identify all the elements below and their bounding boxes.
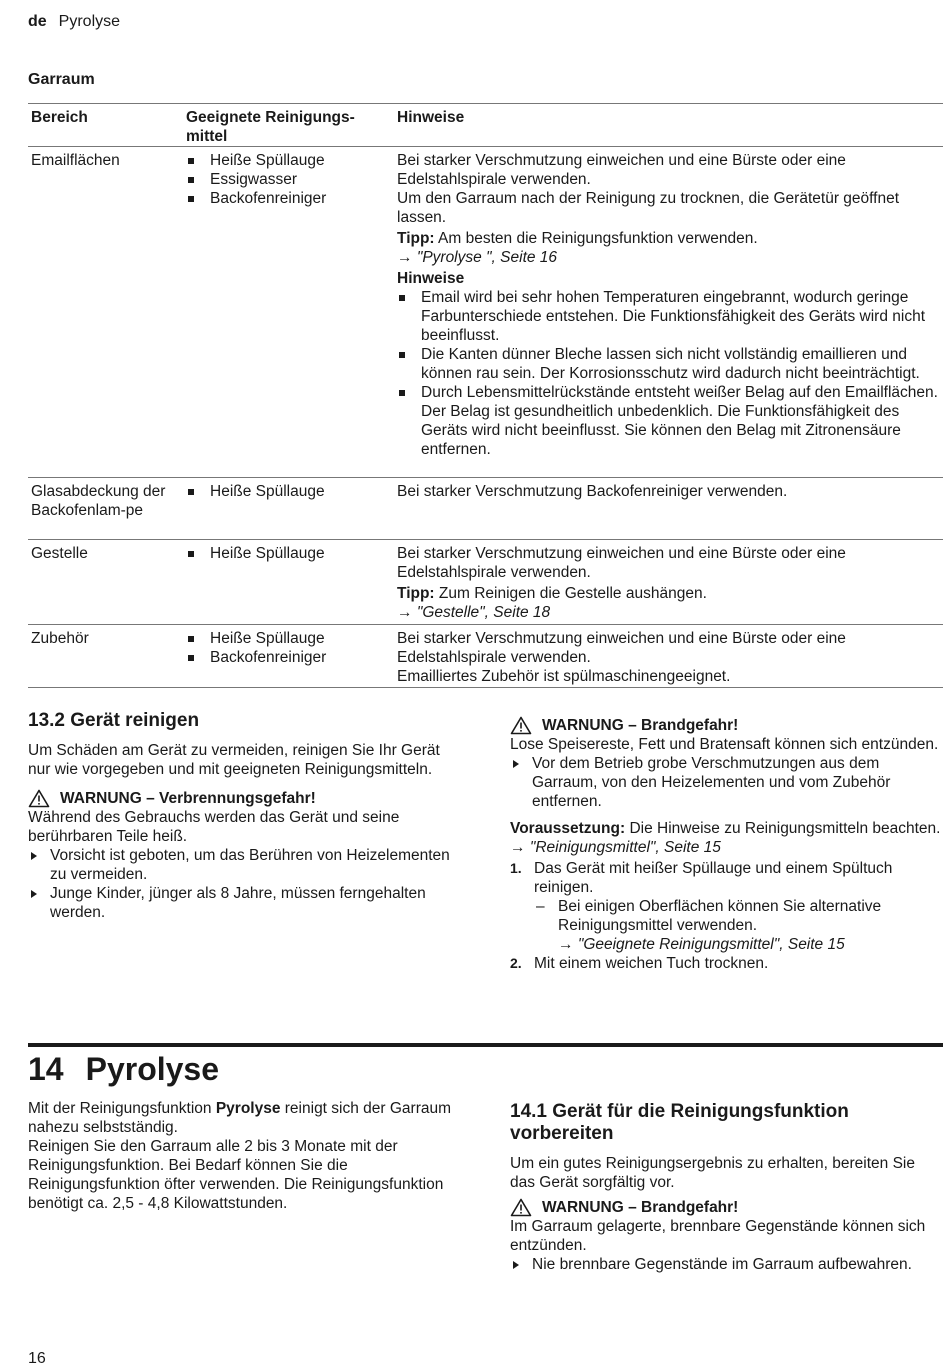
cross-reference-link[interactable] bbox=[510, 838, 943, 857]
chapter-rule bbox=[28, 1043, 943, 1047]
row-notes bbox=[397, 482, 943, 501]
xref-text: "Gestelle", Seite 18 bbox=[416, 604, 551, 621]
tip-text: Am besten die Reinigungsfunktion verwenden. bbox=[438, 230, 758, 247]
warning-item: Nie brennbare Gegenstände im Garraum aufbewahren. bbox=[510, 1255, 943, 1274]
xref-text: "Geeignete Reinigungsmittel", Seite 15 bbox=[577, 936, 845, 953]
warning-title: WARNUNG – Brandgefahr! bbox=[542, 1199, 739, 1216]
arrow-right-icon: → bbox=[397, 249, 413, 266]
hints-list bbox=[397, 288, 943, 459]
xref-text: "Reinigungsmittel", Seite 15 bbox=[529, 839, 721, 856]
section-heading: 13.2 Gerät reinigen bbox=[28, 710, 200, 731]
language-code: de bbox=[28, 13, 47, 30]
paragraph bbox=[28, 1099, 463, 1137]
text-run-bold: Pyrolyse bbox=[215, 1100, 281, 1117]
text-run: reinigt sich der Garraum nahezu selbstständig. bbox=[28, 1100, 452, 1136]
warning-text: Während des Gebrauchs werden das Gerät und seine berührbaren Teile heiß. bbox=[28, 809, 400, 845]
intro-text: Um ein gutes Reinigungsergebnis zu erhalten, bereiten Sie das Gerät sorgfältig vor. bbox=[510, 1155, 915, 1191]
step-text: Mit einem weichen Tuch trocknen. bbox=[534, 955, 769, 972]
hint-item: Die Kanten dünner Bleche lassen sich nicht vollständig emaillieren und können rau sein. Der Korrosionsschutz wird dadurch nicht beeinträchtigt. bbox=[397, 345, 943, 383]
warning-triangle-icon bbox=[510, 716, 532, 735]
note: Bei starker Verschmutzung einweichen und eine Bürste oder eine Edelstahlspirale verwenden. bbox=[397, 630, 846, 666]
substep-item bbox=[534, 897, 943, 954]
row-notes bbox=[397, 629, 943, 686]
agent-list bbox=[186, 482, 386, 501]
row-area: Emailflächen bbox=[31, 152, 120, 169]
warning-title: WARNUNG – Verbrennungsgefahr! bbox=[60, 790, 316, 807]
table-row bbox=[28, 478, 943, 540]
agent-item: Heiße Spüllauge bbox=[186, 629, 386, 648]
warning-heading bbox=[510, 716, 943, 735]
header-agent: Geeignete Reinigungs-mittel bbox=[186, 109, 355, 145]
step-item bbox=[510, 859, 943, 954]
step-text: Das Gerät mit heißer Spüllauge und einem Spültuch reinigen. bbox=[534, 860, 893, 896]
chapter-14-intro bbox=[28, 1099, 463, 1213]
section-title: Garraum bbox=[28, 71, 95, 88]
paragraph: Reinigen Sie den Garraum alle 2 bis 3 Monate mit der Reinigungsfunktion. Bei Bedarf können Sie die Reinigungsfunktion öfter verwenden. Die Reinigungsfunktion benötigt ca. 2,5 - 4,8 Kilowattstunden. bbox=[28, 1138, 444, 1212]
substep-text: Bei einigen Oberflächen können Sie alternative Reinigungsmittel verwenden. bbox=[558, 898, 882, 934]
header-title: Pyrolyse bbox=[58, 13, 121, 30]
arrow-right-icon: → bbox=[510, 839, 526, 856]
prerequisite-text: Die Hinweise zu Reinigungsmitteln beachten. bbox=[629, 820, 941, 837]
step-list bbox=[510, 859, 943, 973]
agent-list bbox=[186, 151, 386, 208]
step-number: 2. bbox=[510, 955, 522, 971]
warning-text: Lose Speisereste, Fett und Bratensaft können sich entzünden. bbox=[510, 736, 939, 753]
chapter-number: 14 bbox=[28, 1051, 64, 1087]
table-row bbox=[28, 147, 943, 478]
tip bbox=[397, 584, 943, 603]
warning-item: Vor dem Betrieb grobe Verschmutzungen aus dem Garraum, von den Heizelementen und vom Zubehör entfernen. bbox=[510, 754, 943, 811]
header-area: Bereich bbox=[31, 109, 88, 126]
warning-triangle-icon bbox=[28, 789, 50, 808]
agent-list bbox=[186, 544, 386, 563]
hint-item: Email wird bei sehr hohen Temperaturen eingebrannt, wodurch geringe Farbunterschiede entstehen. Die Funktionsfähigkeit des Geräts wird nicht beeinflusst. bbox=[397, 288, 943, 345]
hint-item: Durch Lebensmittelrückstände entsteht weißer Belag auf den Emailflächen. Der Belag ist gesundheitlich unbedenklich. Die Funktionsfähigkeit des Geräts wird nicht beeinflusst. Sie können den Belag mit Zitronensäure entfernen. bbox=[397, 383, 943, 459]
header-notes: Hinweise bbox=[397, 109, 465, 126]
row-area: Glasabdeckung der Backofenlam-pe bbox=[31, 483, 166, 519]
cleaning-table bbox=[28, 103, 943, 688]
row-notes bbox=[397, 151, 943, 459]
table-row bbox=[28, 540, 943, 625]
warning-list bbox=[510, 754, 943, 811]
agent-item: Heiße Spüllauge bbox=[186, 482, 386, 501]
cross-reference-link[interactable] bbox=[558, 935, 943, 954]
substep-list bbox=[534, 897, 943, 954]
note: Bei starker Verschmutzung einweichen und eine Bürste oder eine Edelstahlspirale verwenden. bbox=[397, 152, 846, 188]
section-13-2 bbox=[28, 710, 463, 922]
text-run: Mit der Reinigungsfunktion bbox=[28, 1100, 216, 1117]
xref-text: "Pyrolyse ", Seite 16 bbox=[416, 249, 558, 266]
prerequisite-label: Voraussetzung: bbox=[510, 820, 626, 837]
section-13-2-right bbox=[510, 716, 943, 973]
agent-item: Backofenreiniger bbox=[186, 189, 386, 208]
intro-text: Um Schäden am Gerät zu vermeiden, reinigen Sie Ihr Gerät nur wie vorgegeben und mit geeigneten Reinigungsmitteln. bbox=[28, 742, 440, 778]
tip bbox=[397, 229, 943, 248]
chapter-heading bbox=[28, 1050, 219, 1088]
warning-text: Im Garraum gelagerte, brennbare Gegenstände können sich entzünden. bbox=[510, 1218, 926, 1254]
step-number: 1. bbox=[510, 860, 522, 876]
agent-list bbox=[186, 629, 386, 667]
warning-heading bbox=[510, 1198, 943, 1217]
cross-reference-link[interactable] bbox=[397, 603, 943, 622]
section-14-1 bbox=[510, 1101, 943, 1274]
row-notes bbox=[397, 544, 943, 622]
tip-label: Tipp: bbox=[397, 585, 435, 602]
step-item bbox=[510, 954, 943, 973]
agent-item: Heiße Spüllauge bbox=[186, 544, 386, 563]
agent-item: Backofenreiniger bbox=[186, 648, 386, 667]
note: Bei starker Verschmutzung Backofenreiniger verwenden. bbox=[397, 483, 788, 500]
table-header-row bbox=[28, 103, 943, 147]
table-row bbox=[28, 625, 943, 688]
note: Emailliertes Zubehör ist spülmaschinengeeignet. bbox=[397, 668, 731, 685]
note: Bei starker Verschmutzung einweichen und eine Bürste oder eine Edelstahlspirale verwenden. bbox=[397, 545, 846, 581]
row-area: Zubehör bbox=[31, 630, 89, 647]
chapter-title: Pyrolyse bbox=[85, 1051, 220, 1087]
warning-title: WARNUNG – Brandgefahr! bbox=[542, 717, 739, 734]
section-heading: 14.1 Gerät für die Reinigungsfunktion vorbereiten bbox=[510, 1101, 849, 1144]
tip-text: Zum Reinigen die Gestelle aushängen. bbox=[438, 585, 707, 602]
arrow-right-icon: → bbox=[558, 936, 574, 953]
warning-item: Vorsicht ist geboten, um das Berühren von Heizelementen zu vermeiden. bbox=[28, 846, 463, 884]
hints-title: Hinweise bbox=[397, 270, 465, 287]
warning-triangle-icon bbox=[510, 1198, 532, 1217]
row-area: Gestelle bbox=[31, 545, 88, 562]
note: Um den Garraum nach der Reinigung zu trocknen, die Gerätetür geöffnet lassen. bbox=[397, 190, 900, 226]
warning-item: Junge Kinder, jünger als 8 Jahre, müssen ferngehalten werden. bbox=[28, 884, 463, 922]
warning-heading bbox=[28, 789, 463, 808]
page-number: 16 bbox=[28, 1350, 46, 1367]
warning-list bbox=[28, 846, 463, 922]
agent-item: Essigwasser bbox=[186, 170, 386, 189]
cross-reference-link[interactable] bbox=[397, 248, 943, 267]
tip-label: Tipp: bbox=[397, 230, 435, 247]
warning-list bbox=[510, 1255, 943, 1274]
arrow-right-icon: → bbox=[397, 604, 413, 621]
prerequisite bbox=[510, 819, 943, 838]
agent-item: Heiße Spüllauge bbox=[186, 151, 386, 170]
running-header bbox=[28, 12, 120, 31]
